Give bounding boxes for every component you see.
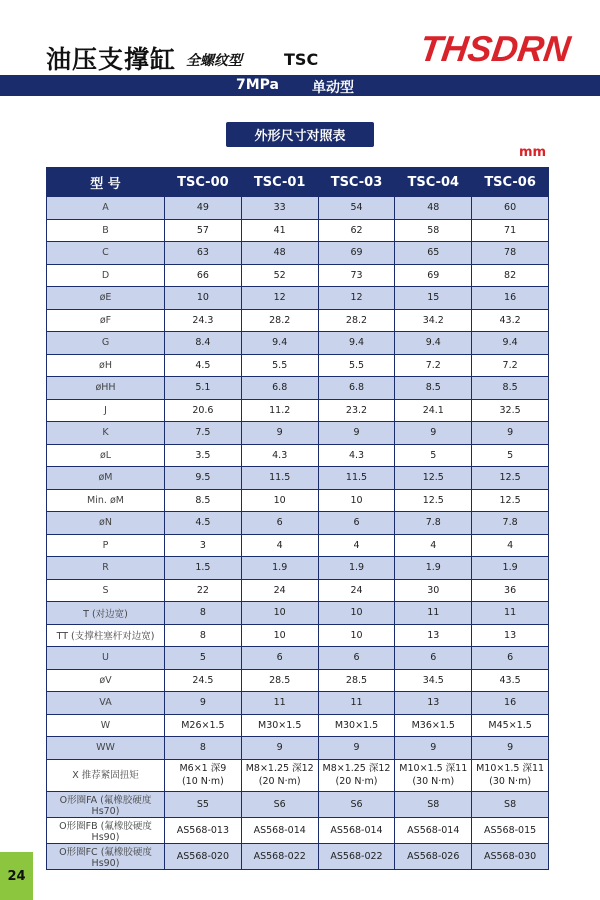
table-cell: 8 xyxy=(165,737,242,760)
table-cell: 3 xyxy=(165,534,242,557)
row-label: P xyxy=(47,534,165,557)
page-title: 油压支撑缸 xyxy=(46,45,177,74)
table-cell: 36 xyxy=(472,579,549,602)
model-code: TSC xyxy=(284,50,319,69)
table-cell: AS568-022 xyxy=(318,843,395,869)
row-label: O形圈FB (氟橡胶硬度Hs90) xyxy=(47,817,165,843)
table-cell: 5 xyxy=(165,647,242,670)
table-cell: 11 xyxy=(395,602,472,625)
table-cell: 24.1 xyxy=(395,399,472,422)
table-cell: 8.5 xyxy=(472,377,549,400)
table-cell: AS568-013 xyxy=(165,817,242,843)
table-row xyxy=(47,692,549,715)
table-cell: S8 xyxy=(472,791,549,817)
table-cell: M6×1 深9 (10 N·m) xyxy=(165,759,242,791)
table-cell: 13 xyxy=(395,624,472,647)
table-cell: 23.2 xyxy=(318,399,395,422)
header-cell-model: 型 号 xyxy=(47,168,165,197)
row-label: T (对边宽) xyxy=(47,602,165,625)
table-cell: S8 xyxy=(395,791,472,817)
table-row xyxy=(47,737,549,760)
row-label: øHH xyxy=(47,377,165,400)
table-cell: 6.8 xyxy=(318,377,395,400)
table-cell: 5.5 xyxy=(241,354,318,377)
table-cell: 7.2 xyxy=(472,354,549,377)
table-cell: AS568-014 xyxy=(241,817,318,843)
table-row xyxy=(47,669,549,692)
table-cell: 1.9 xyxy=(318,557,395,580)
page-subtitle: 全螺纹型 xyxy=(186,53,242,69)
table-row xyxy=(47,791,549,817)
table-cell: 4.5 xyxy=(165,512,242,535)
row-label: J xyxy=(47,399,165,422)
table-row xyxy=(47,354,549,377)
table-cell: 65 xyxy=(395,242,472,265)
table-cell: 13 xyxy=(472,624,549,647)
table-row xyxy=(47,714,549,737)
table-row xyxy=(47,512,549,535)
table-cell: 6.8 xyxy=(241,377,318,400)
row-label: G xyxy=(47,332,165,355)
table-cell: 9 xyxy=(241,737,318,760)
table-row xyxy=(47,534,549,557)
table-cell: 11.5 xyxy=(241,467,318,490)
table-cell: 60 xyxy=(472,197,549,220)
table-cell: 58 xyxy=(395,219,472,242)
header-cell-tsc-00: TSC-00 xyxy=(165,168,242,197)
table-cell: 4.3 xyxy=(318,444,395,467)
table-cell: 12 xyxy=(318,287,395,310)
table-cell: 1.9 xyxy=(472,557,549,580)
header-bar xyxy=(0,75,600,96)
table-row xyxy=(47,579,549,602)
table-cell: 12.5 xyxy=(395,467,472,490)
table-row xyxy=(47,489,549,512)
table-cell: 9.4 xyxy=(395,332,472,355)
table-cell: 9 xyxy=(165,692,242,715)
table-cell: M36×1.5 xyxy=(395,714,472,737)
table-cell: 9 xyxy=(472,737,549,760)
table-cell: AS568-014 xyxy=(318,817,395,843)
table-cell: 8.5 xyxy=(395,377,472,400)
table-cell: 9.5 xyxy=(165,467,242,490)
row-label: TT (支撑柱塞杆对边宽) xyxy=(47,624,165,647)
table-cell: 4.3 xyxy=(241,444,318,467)
table-cell: M8×1.25 深12 (20 N·m) xyxy=(241,759,318,791)
table-cell: 4 xyxy=(241,534,318,557)
table-cell: 7.8 xyxy=(472,512,549,535)
table-cell: 9 xyxy=(395,737,472,760)
table-cell: AS568-026 xyxy=(395,843,472,869)
table-row xyxy=(47,309,549,332)
table-cell: 69 xyxy=(318,242,395,265)
table-cell: S5 xyxy=(165,791,242,817)
table-row xyxy=(47,197,549,220)
row-label: R xyxy=(47,557,165,580)
table-body xyxy=(47,197,549,870)
table-cell: 6 xyxy=(241,647,318,670)
table-cell: 6 xyxy=(318,647,395,670)
table-cell: 78 xyxy=(472,242,549,265)
table-row xyxy=(47,399,549,422)
row-label: A xyxy=(47,197,165,220)
table-cell: 4.5 xyxy=(165,354,242,377)
header-cell-tsc-06: TSC-06 xyxy=(472,168,549,197)
table-cell: 10 xyxy=(318,489,395,512)
table-row xyxy=(47,624,549,647)
table-row xyxy=(47,817,549,843)
table-cell: 9 xyxy=(318,737,395,760)
row-label: O形圈FC (氟橡胶硬度Hs90) xyxy=(47,843,165,869)
row-label: WW xyxy=(47,737,165,760)
table-cell: 9.4 xyxy=(318,332,395,355)
table-cell: 16 xyxy=(472,692,549,715)
table-cell: 20.6 xyxy=(165,399,242,422)
table-cell: M10×1.5 深11 (30 N·m) xyxy=(395,759,472,791)
table-cell: 43.2 xyxy=(472,309,549,332)
row-label: øL xyxy=(47,444,165,467)
table-header-row xyxy=(47,168,549,197)
table-cell: 10 xyxy=(241,602,318,625)
table-cell: 5 xyxy=(395,444,472,467)
table-row xyxy=(47,287,549,310)
table-row xyxy=(47,377,549,400)
pressure-label: 7MPa xyxy=(236,77,280,93)
table-cell: 54 xyxy=(318,197,395,220)
row-label: W xyxy=(47,714,165,737)
table-cell: 28.2 xyxy=(241,309,318,332)
table-cell: 24.5 xyxy=(165,669,242,692)
dimension-table xyxy=(46,167,549,870)
table-cell: AS568-020 xyxy=(165,843,242,869)
table-cell: 5.1 xyxy=(165,377,242,400)
table-cell: 10 xyxy=(318,602,395,625)
table-cell: 12.5 xyxy=(472,489,549,512)
table-cell: AS568-022 xyxy=(241,843,318,869)
row-label: X 推荐紧固扭矩 xyxy=(47,759,165,791)
row-label: B xyxy=(47,219,165,242)
table-cell: 3.5 xyxy=(165,444,242,467)
table-cell: 49 xyxy=(165,197,242,220)
table-cell: M30×1.5 xyxy=(318,714,395,737)
table-cell: 9 xyxy=(472,422,549,445)
table-cell: 32.5 xyxy=(472,399,549,422)
table-cell: 16 xyxy=(472,287,549,310)
table-cell: 12.5 xyxy=(395,489,472,512)
row-label: O形圈FA (氟橡胶硬度Hs70) xyxy=(47,791,165,817)
table-cell: M45×1.5 xyxy=(472,714,549,737)
table-cell: M10×1.5 深11 (30 N·m) xyxy=(472,759,549,791)
table-cell: M8×1.25 深12 (20 N·m) xyxy=(318,759,395,791)
table-cell: 1.5 xyxy=(165,557,242,580)
page-number: 24 xyxy=(0,852,33,900)
table-cell: 13 xyxy=(395,692,472,715)
table-row xyxy=(47,332,549,355)
table-cell: 10 xyxy=(241,624,318,647)
table-cell: 69 xyxy=(395,264,472,287)
table-cell: S6 xyxy=(318,791,395,817)
table-cell: 22 xyxy=(165,579,242,602)
table-cell: 7.8 xyxy=(395,512,472,535)
table-cell: 48 xyxy=(241,242,318,265)
table-cell: 9 xyxy=(318,422,395,445)
row-label: øF xyxy=(47,309,165,332)
table-cell: 4 xyxy=(395,534,472,557)
table-cell: AS568-030 xyxy=(472,843,549,869)
table-cell: 28.5 xyxy=(241,669,318,692)
table-cell: S6 xyxy=(241,791,318,817)
table-row xyxy=(47,843,549,869)
table-cell: 34.5 xyxy=(395,669,472,692)
row-label: S xyxy=(47,579,165,602)
table-row xyxy=(47,557,549,580)
section-title: 外形尺寸对照表 xyxy=(226,122,374,147)
table-cell: 7.5 xyxy=(165,422,242,445)
table-cell: 10 xyxy=(165,287,242,310)
table-row xyxy=(47,759,549,791)
table-row xyxy=(47,602,549,625)
table-cell: 10 xyxy=(318,624,395,647)
table-cell: 6 xyxy=(472,647,549,670)
table-row xyxy=(47,422,549,445)
table-cell: 11.2 xyxy=(241,399,318,422)
table-cell: 7.2 xyxy=(395,354,472,377)
table-row xyxy=(47,219,549,242)
table-cell: 8.4 xyxy=(165,332,242,355)
table-cell: 8 xyxy=(165,624,242,647)
table-cell: AS568-014 xyxy=(395,817,472,843)
table-cell: 5.5 xyxy=(318,354,395,377)
table-cell: 24 xyxy=(318,579,395,602)
table-cell: 66 xyxy=(165,264,242,287)
table-cell: 9 xyxy=(241,422,318,445)
table-cell: 6 xyxy=(395,647,472,670)
table-cell: 41 xyxy=(241,219,318,242)
table-row xyxy=(47,444,549,467)
row-label: C xyxy=(47,242,165,265)
table-cell: 11 xyxy=(472,602,549,625)
row-label: VA xyxy=(47,692,165,715)
table-cell: 28.5 xyxy=(318,669,395,692)
table-cell: 6 xyxy=(241,512,318,535)
table-cell: 33 xyxy=(241,197,318,220)
row-label: øE xyxy=(47,287,165,310)
header-cell-tsc-03: TSC-03 xyxy=(318,168,395,197)
table-cell: 8 xyxy=(165,602,242,625)
row-label: øM xyxy=(47,467,165,490)
row-label: øN xyxy=(47,512,165,535)
table-cell: 9.4 xyxy=(472,332,549,355)
table-cell: 30 xyxy=(395,579,472,602)
table-cell: 57 xyxy=(165,219,242,242)
table-cell: AS568-015 xyxy=(472,817,549,843)
header-cell-tsc-01: TSC-01 xyxy=(241,168,318,197)
table-cell: 6 xyxy=(318,512,395,535)
table-row xyxy=(47,467,549,490)
table-cell: 28.2 xyxy=(318,309,395,332)
row-label: D xyxy=(47,264,165,287)
table-cell: 24 xyxy=(241,579,318,602)
table-cell: 4 xyxy=(318,534,395,557)
table-cell: 73 xyxy=(318,264,395,287)
table-cell: 24.3 xyxy=(165,309,242,332)
action-type-label: 单动型 xyxy=(312,80,354,96)
table-cell: 1.9 xyxy=(241,557,318,580)
table-cell: 12.5 xyxy=(472,467,549,490)
row-label: U xyxy=(47,647,165,670)
table-cell: 4 xyxy=(472,534,549,557)
unit-label: mm xyxy=(519,145,547,160)
table-cell: 5 xyxy=(472,444,549,467)
table-cell: 63 xyxy=(165,242,242,265)
brand-logo: THSDRN xyxy=(417,28,573,69)
table-cell: 71 xyxy=(472,219,549,242)
table-cell: 1.9 xyxy=(395,557,472,580)
table-cell: 34.2 xyxy=(395,309,472,332)
table-cell: M26×1.5 xyxy=(165,714,242,737)
table-row xyxy=(47,264,549,287)
table-cell: 15 xyxy=(395,287,472,310)
table-cell: 48 xyxy=(395,197,472,220)
table-cell: 82 xyxy=(472,264,549,287)
table-cell: 62 xyxy=(318,219,395,242)
table-cell: M30×1.5 xyxy=(241,714,318,737)
table-cell: 11 xyxy=(318,692,395,715)
table-cell: 52 xyxy=(241,264,318,287)
table-cell: 9.4 xyxy=(241,332,318,355)
row-label: øH xyxy=(47,354,165,377)
table-row xyxy=(47,242,549,265)
table-row xyxy=(47,647,549,670)
row-label: Min. øM xyxy=(47,489,165,512)
header-cell-tsc-04: TSC-04 xyxy=(395,168,472,197)
table-cell: 10 xyxy=(241,489,318,512)
row-label: K xyxy=(47,422,165,445)
table-cell: 8.5 xyxy=(165,489,242,512)
table-cell: 9 xyxy=(395,422,472,445)
row-label: øV xyxy=(47,669,165,692)
table-cell: 12 xyxy=(241,287,318,310)
table-cell: 11 xyxy=(241,692,318,715)
table-cell: 43.5 xyxy=(472,669,549,692)
table-cell: 11.5 xyxy=(318,467,395,490)
